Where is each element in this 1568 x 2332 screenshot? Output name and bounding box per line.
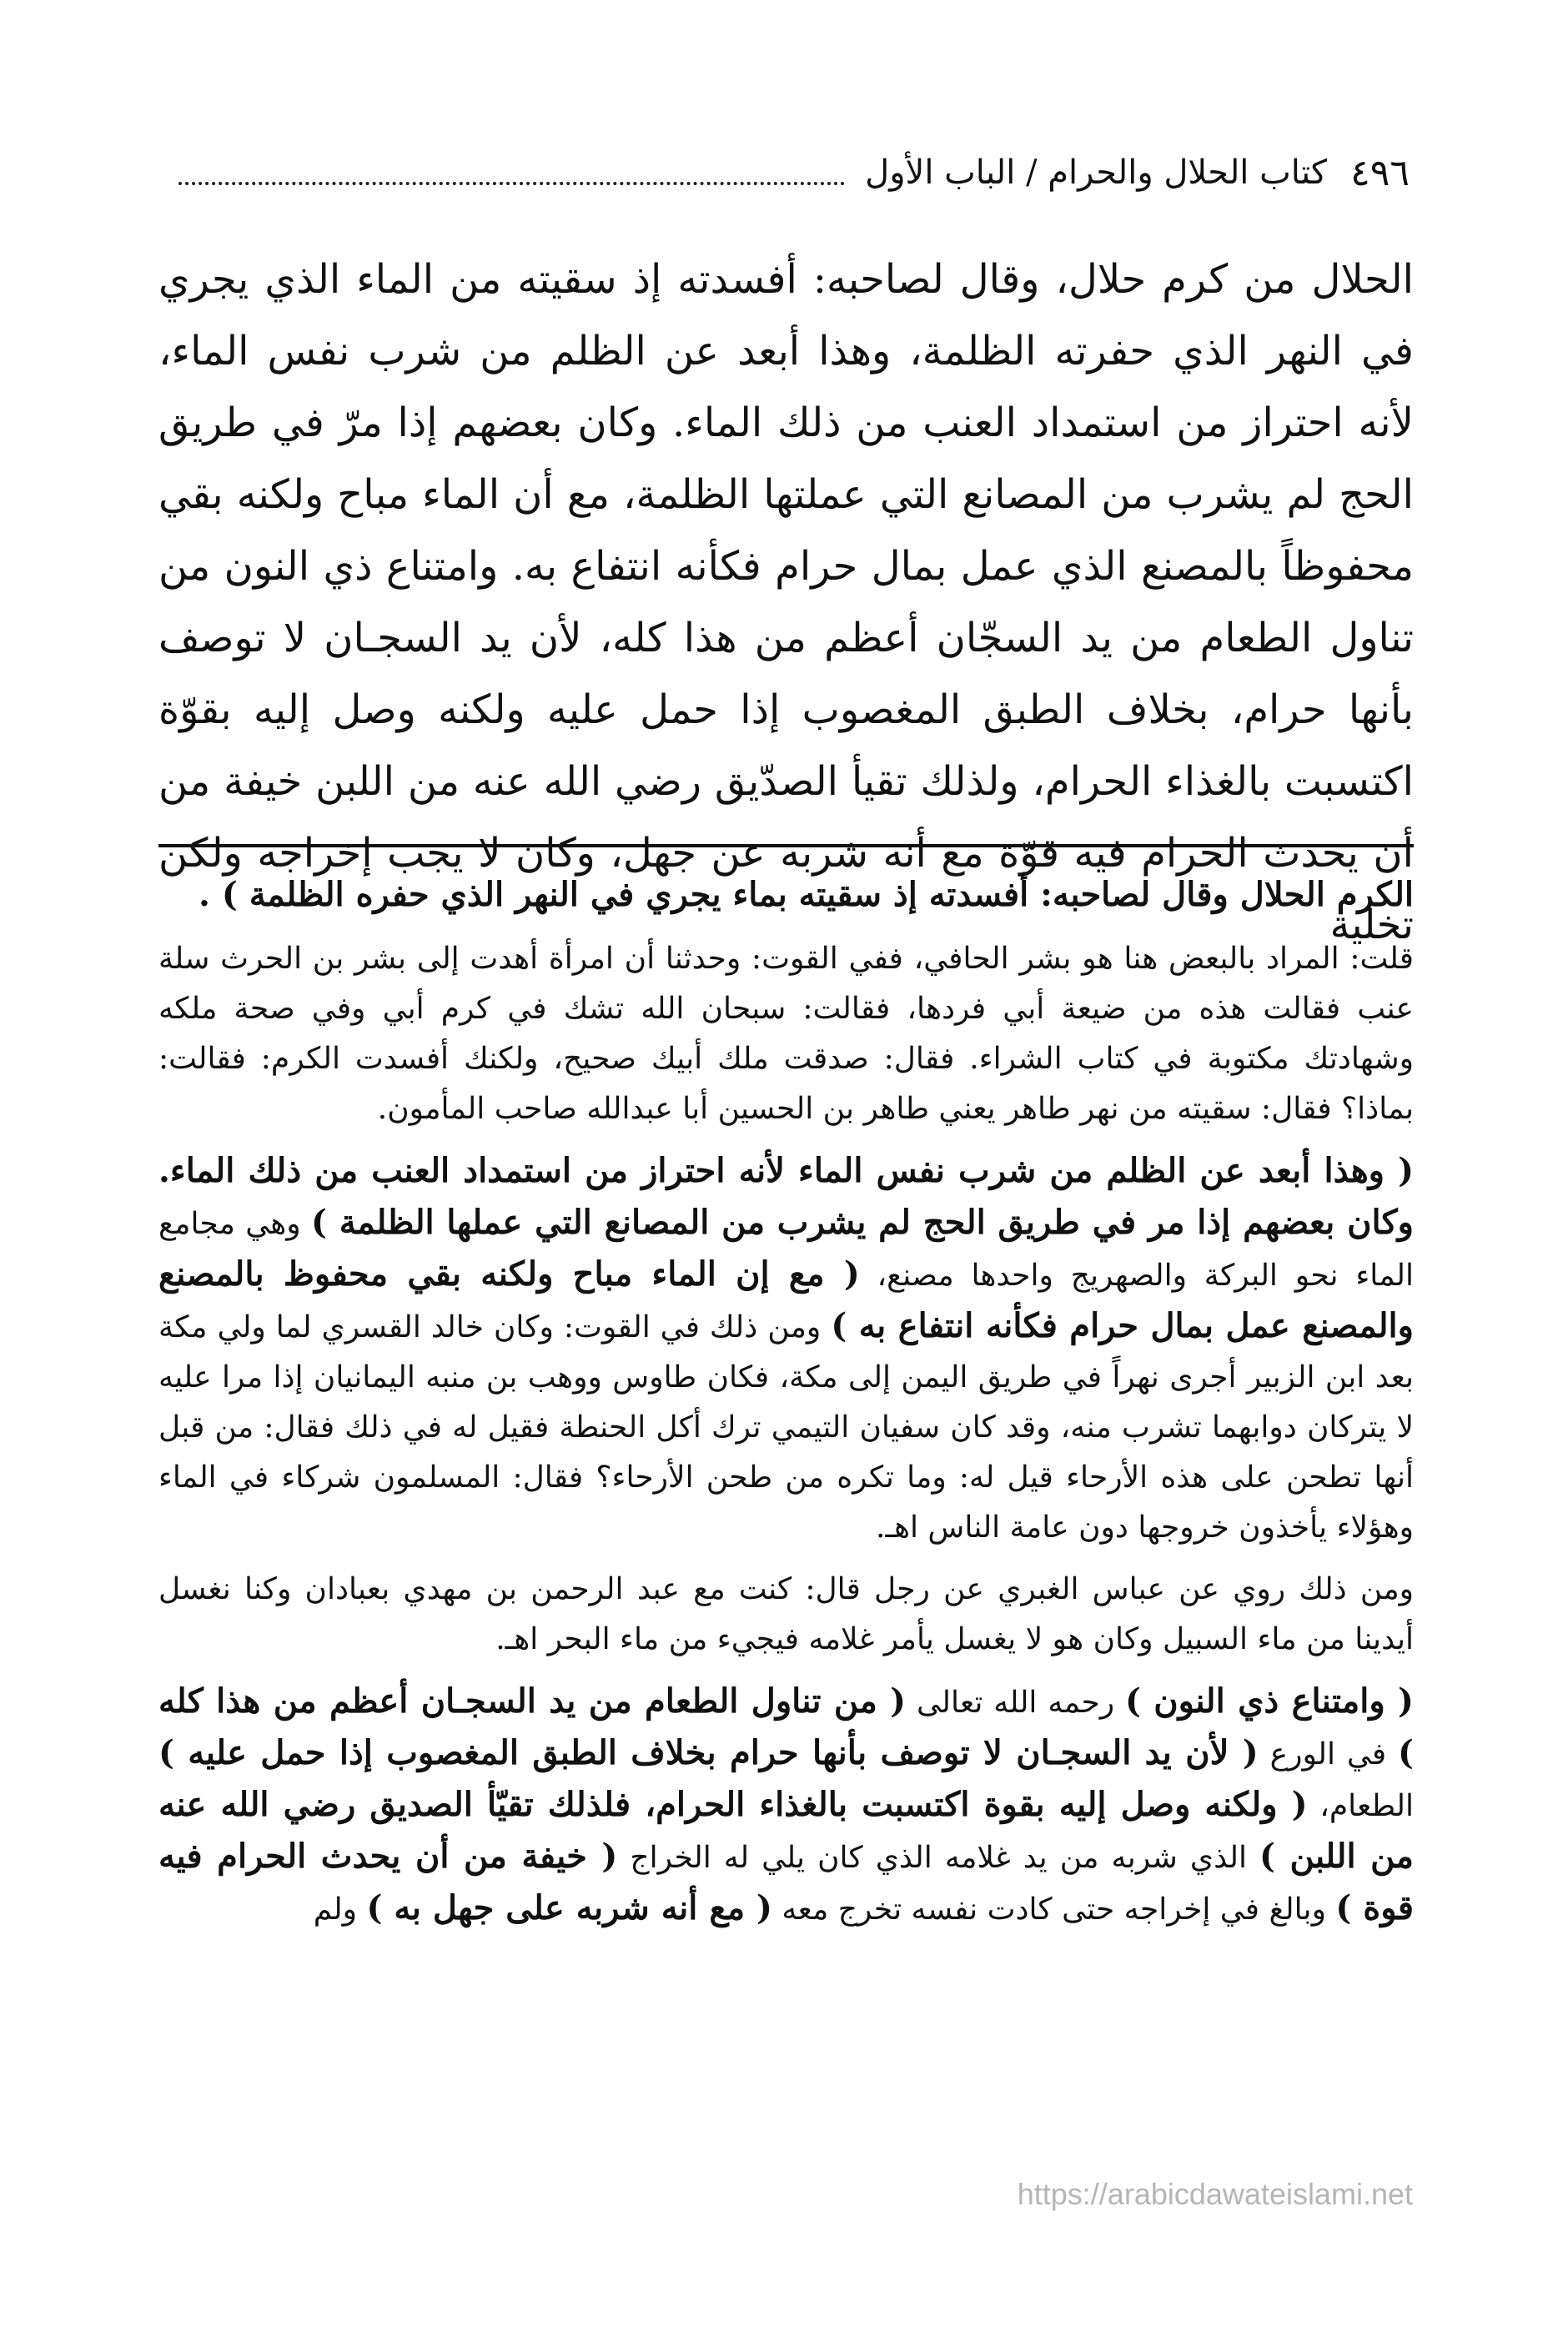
commentary-text: ومن ذلك في القوت: وكان خالد القسري لما ولي مكة بعد ابن الزبير أجرى نهراً في طريق اليمن إلى مكة، فكان طاوس ووهب بن منبه اليمانيان إذا مرا عليه لا يتركان دوابهما تشرب منه، وقد كان سفيان التيمي ترك أكل الحنطة فقيل له في ذلك فقال: من قبل أنها تطحن على هذه الأرحاء قيل له: وما تكره من طحن الأرحاء؟ فقال: المسلمون شركاء في الماء وهؤلاء يأخذون خروجها دون عامة الناس اهـ. bbox=[158, 1310, 1414, 1545]
commentary-text: في الورع bbox=[1269, 1737, 1387, 1772]
quoted-matn: ( وامتناع ذي النون ) bbox=[1125, 1681, 1414, 1721]
main-text bbox=[158, 244, 1414, 961]
header-dot-leader bbox=[178, 160, 845, 185]
page-header bbox=[158, 143, 1410, 202]
quoted-matn: ( ولكنه وصل إليه بقوة اكتسبت بالغذاء الحرام، فلذلك تقيّأ الصديق رضي الله عنه من اللبن ) bbox=[158, 1785, 1414, 1876]
commentary-text: ولم bbox=[313, 1892, 358, 1927]
quoted-matn: ( من تناول الطعام من يد السجـان أعظم من هذا كله ) bbox=[158, 1681, 1414, 1772]
commentary-text: وبالغ في إخراجه حتى كادت نفسه تخرج معه bbox=[781, 1892, 1326, 1927]
main-paragraph: الحلال من كرم حلال، وقال لصاحبه: أفسدته إذ سقيته من الماء الذي يجري في النهر الذي حفرته الظلمة، وهذا أبعد عن الظلم من شرب نفس الماء، لأنه احتراز من استمداد العنب من ذلك الماء. وكان بعضهم إذا مرّ في طريق الحج لم يشرب من المصانع التي عملتها الظلمة، مع أن الماء مباح ولكنه بقي محفوظاً بالمصنع الذي عمل بمال حرام فكأنه انتفاع به. وامتناع ذي النون من تناول الطعام من يد السجّان أعظم من هذا كله، لأن يد السجـان لا توصف بأنها حرام، بخلاف الطبق المغصوب إذا حمل عليه ولكنه وصل إليه بقوّة اكتسبت بالغذاء الحرام، ولذلك تقيأ الصدّيق رضي الله عنه من اللبن خيفة من أن يحدث الحرام فيه قوّة مع أنه شربه عن جهل، وكان لا يجب إخراجه ولكن تخلية bbox=[158, 256, 1415, 948]
page-number: ٤٩٦ bbox=[1350, 151, 1410, 194]
quoted-matn: ( وهذا أبعد عن الظلم من شرب نفس الماء لأنه احتراز من استمداد العنب من ذلك الماء. وكان بعضهم إذا مر في طريق الحج لم يشرب من المصانع التي عملها الظلمة ) bbox=[158, 1151, 1414, 1242]
watermark-url: https://arabicdawateislami.net bbox=[1017, 2177, 1413, 2211]
commentary bbox=[158, 867, 1414, 1947]
running-title: كتاب الحلال والحرام / الباب الأول bbox=[865, 153, 1328, 192]
footnote-divider bbox=[158, 844, 1414, 847]
commentary-text: الذي شربه من يد غلامه الذي كان يلي له الخراج bbox=[630, 1841, 1247, 1875]
commentary-paragraph bbox=[158, 1676, 1414, 1935]
commentary-paragraph bbox=[158, 1146, 1414, 1553]
commentary-paragraph: ومن ذلك روي عن عباس الغبري عن رجل قال: كنت مع عبد الرحمن بن مهدي بعبادان وكنا نغسل أيدينا من ماء السبيل وكان هو لا يغسل يأمر غلامه فيجيء من ماء البحر اهـ. bbox=[158, 1572, 1414, 1656]
commentary-text: الطعام، bbox=[1319, 1789, 1414, 1823]
commentary-text: رحمه الله تعالى bbox=[917, 1686, 1115, 1720]
quoted-matn: ( خيفة من أن يحدث الحرام فيه قوة ) bbox=[158, 1837, 1414, 1927]
commentary-paragraph: قلت: المراد بالبعض هنا هو بشر الحافي، ففي القوت: وحدثنا أن امرأة أهدت إلى بشر بن الحرث سلة عنب فقالت هذه من ضيعة أبي فردها، فقالت: سبحان الله تشك في كرم أبي وفي صحة ملكه وشهادتك مكتوبة في كتاب الشراء. فقال: صدقت ملك أبيك صحيح، ولكنك أفسدت الكرم: فقالت: بماذا؟ فقال: سقيته من نهر طاهر يعني طاهر بن الحسين أبا عبدالله صاحب المأمون. bbox=[158, 942, 1414, 1126]
quoted-matn: ( لأن يد السجـان لا توصف بأنها حرام بخلاف الطبق المغصوب إذا حمل عليه ) bbox=[158, 1733, 1259, 1772]
quoted-matn: ( مع إن الماء مباح ولكنه بقي محفوظ بالمصنع والمصنع عمل بمال حرام فكأنه انتفاع به ) bbox=[158, 1254, 1414, 1345]
commentary-text: وهي مجامع الماء نحو البركة والصهريج واحدها مصنع، bbox=[158, 1207, 1415, 1293]
commentary-lead: الكرم الحلال وقال لصاحبه: أفسدته إذ سقيته بماء يجري في النهر الذي حفره الظلمة ) . bbox=[199, 875, 1414, 914]
quoted-matn: ( مع أنه شربه على جهل به ) bbox=[366, 1888, 772, 1927]
